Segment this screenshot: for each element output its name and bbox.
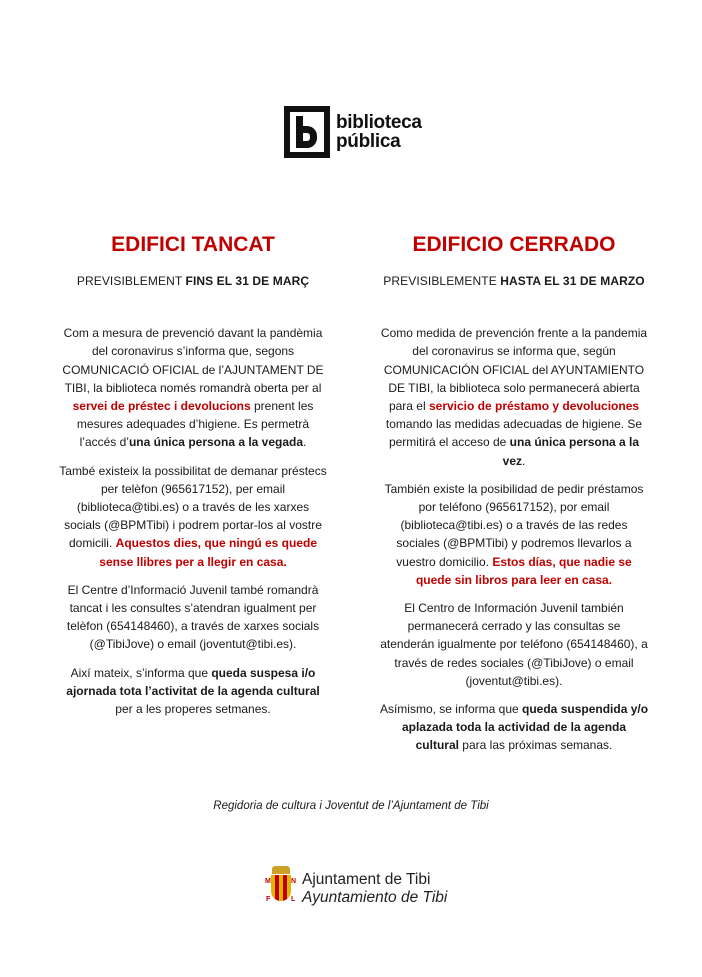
paragraph-ca-2: [58, 462, 328, 571]
subtitle-es-pre: PREVISIBLEMENTE: [383, 274, 501, 288]
bold-text: queda suspesa i/o ajornada tota l’activitat de la agenda cultural: [66, 665, 320, 698]
bold-text: una única persona a la vegada: [128, 435, 304, 450]
ayuntamiento-name: [302, 871, 447, 907]
logo-text: [336, 113, 422, 151]
coat-of-arms-icon: [265, 866, 297, 912]
paragraph-ca-1: [58, 324, 328, 451]
text: També existeix la possibilitat de demanar préstecs per telèfon (965617152), per email (biblioteca@tibi.es) o a través de les xarxes socials (@BPMTibi) i podrem portar-los al vostre domicili.: [59, 463, 327, 551]
ayuntamiento-logo: [265, 866, 448, 912]
subtitle-es: [379, 272, 649, 290]
footer-note: Regidoria de cultura i Joventut de l’Ajuntament de Tibi: [213, 800, 489, 812]
text: También existe la posibilidad de pedir préstamos por teléfono (965617152), por email (biblioteca@tibi.es) o a través de las redes sociales (@BPMTibi) y podremos llevarlos a vuestro domicilio.: [384, 481, 644, 569]
text: Asímismo, se informa que: [379, 702, 523, 717]
bold-text: queda suspendida y/o aplazada toda la actividad de la agenda cultural: [401, 702, 649, 753]
shield-letter: L: [291, 896, 296, 903]
shield-letter: M: [265, 878, 271, 885]
text: para las próximas semanas.: [458, 738, 613, 753]
subtitle-ca: [58, 272, 328, 290]
title-es: EDIFICIO CERRADO: [412, 233, 616, 256]
text: Como medida de prevención frente a la pandemia del coronavirus se informa que, según COMUNICACIÓN OFICIAL del AYUNTAMIENTO DE TIBI, la biblioteca solo permanecerá abierta para el: [380, 326, 648, 414]
text: .: [303, 435, 307, 450]
text: prenent les mesures adequades d’higiene. Es permetrà l’accés d’: [76, 399, 314, 450]
text: Com a mesura de prevenció davant la pandèmia del coronavirus s’informa que, segons COMUNICACIÓ OFICIAL de l’AJUNTAMENT DE TIBI, la biblioteca només romandrà oberta per al: [62, 326, 324, 395]
biblioteca-logo: [284, 106, 422, 158]
subtitle-ca-bold: FINS EL 31 DE MARÇ: [185, 274, 310, 288]
paragraph-es-4: [379, 700, 649, 755]
logo-line-2: pública: [336, 131, 401, 152]
column-valencian: [58, 232, 328, 728]
paragraph-es-3: El Centro de Información Juvenil también permanecerá cerrado y las consultas se atenderán igualmente por teléfono (654148460), a través de redes sociales (@TibiJove) o email (joventut@tibi.es).: [380, 601, 648, 688]
ayto-line-1: Ajuntament de Tibi: [302, 871, 431, 888]
body-ca: [58, 324, 328, 718]
paragraph-es-2: [379, 480, 649, 589]
text: .: [522, 453, 526, 468]
ayto-line-2: Ayuntamiento de Tibi: [302, 889, 448, 906]
b-logo-icon: [284, 106, 330, 158]
body-es: [379, 324, 649, 754]
text: tomando las medidas adecuadas de higiene. Se permitirá el acceso de: [385, 417, 643, 450]
paragraph-ca-4: [58, 664, 328, 719]
title-ca: EDIFICI TANCAT: [111, 233, 275, 256]
bold-text: una única persona a la vez: [502, 435, 640, 468]
paragraph-es-1: [379, 324, 649, 470]
highlight-text: servei de préstec i devolucions: [72, 399, 251, 414]
logo-line-1: biblioteca: [336, 112, 422, 133]
highlight-text: servicio de préstamo y devoluciones: [428, 399, 640, 414]
text: Així mateix, s’informa que: [70, 665, 212, 680]
paragraph-ca-3: El Centre d’Informació Juvenil també romandrà tancat i les consultes s’atendran igualment per telèfon (654148460), a través de xarxes socials (@TibiJove) o email (joventut@tibi.es).: [66, 582, 320, 652]
subtitle-es-bold: HASTA EL 31 DE MARZO: [500, 274, 645, 288]
shield-letter: N: [291, 878, 297, 885]
highlight-text: Aquestos dies, que ningú es quede sense llibres per a llegir en casa.: [99, 536, 318, 569]
subtitle-ca-pre: PREVISIBLEMENT: [76, 274, 186, 288]
text: per a les properes setmanes.: [115, 702, 271, 717]
column-spanish: [379, 232, 649, 765]
shield-letter: F: [266, 896, 271, 903]
highlight-text: Estos días, que nadie se quede sin libros para leer en casa.: [415, 554, 632, 587]
